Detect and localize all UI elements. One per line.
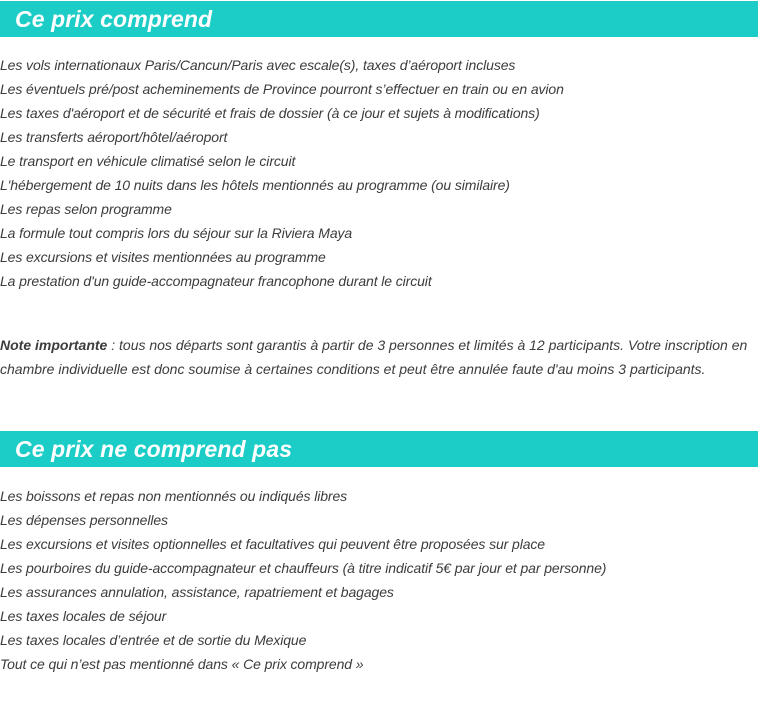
included-item: La formule tout compris lors du séjour sur la Riviera Maya — [0, 225, 353, 241]
included-item: Les repas selon programme — [0, 201, 172, 217]
excluded-item: Les pourboires du guide-accompagnateur et chauffeurs (à titre indicatif 5€ par jour et par personne) — [0, 560, 607, 576]
excluded-item: Les taxes locales d’entrée et de sortie du Mexique — [0, 632, 307, 648]
included-item: Les éventuels pré/post acheminements de Province pourront s’effectuer en train ou en avion — [0, 81, 564, 97]
included-item: Les excursions et visites mentionnées au programme — [0, 249, 326, 265]
important-note-text: : tous nos départs sont garantis à partir de 3 personnes et limités à 12 participants. Votre inscription en chambre individuelle est donc soumise à certaines conditions et peut être annulée faute d'au moins 3 participants. — [0, 337, 748, 377]
included-item: Le transport en véhicule climatisé selon le circuit — [0, 153, 296, 169]
excluded-item: Les boissons et repas non mentionnés ou indiqués libres — [0, 488, 348, 504]
included-item: Les transferts aéroport/hôtel/aéroport — [0, 129, 228, 145]
excluded-section-header — [0, 431, 758, 467]
excluded-section-title: Ce prix ne comprend pas — [15, 435, 293, 462]
excluded-item: Les excursions et visites optionnelles et facultatives qui peuvent être proposées sur place — [0, 536, 545, 552]
included-item: Les taxes d'aéroport et de sécurité et frais de dossier (à ce jour et sujets à modifications) — [0, 105, 540, 121]
included-item: La prestation d'un guide-accompagnateur francophone durant le circuit — [0, 273, 432, 289]
excluded-items-list — [0, 484, 758, 676]
included-items-list — [0, 53, 758, 293]
excluded-item: Tout ce qui n’est pas mentionné dans « Ce prix comprend » — [0, 656, 364, 672]
important-note — [0, 333, 752, 381]
included-section-header — [0, 1, 758, 37]
excluded-item: Les taxes locales de séjour — [0, 608, 167, 624]
included-item: Les vols internationaux Paris/Cancun/Paris avec escale(s), taxes d’aéroport incluses — [0, 57, 516, 73]
important-note-label: Note importante — [0, 337, 108, 353]
excluded-item: Les dépenses personnelles — [0, 512, 168, 528]
excluded-item: Les assurances annulation, assistance, rapatriement et bagages — [0, 584, 394, 600]
included-section-title: Ce prix comprend — [15, 5, 213, 32]
included-item: L'hébergement de 10 nuits dans les hôtels mentionnés au programme (ou similaire) — [0, 177, 510, 193]
